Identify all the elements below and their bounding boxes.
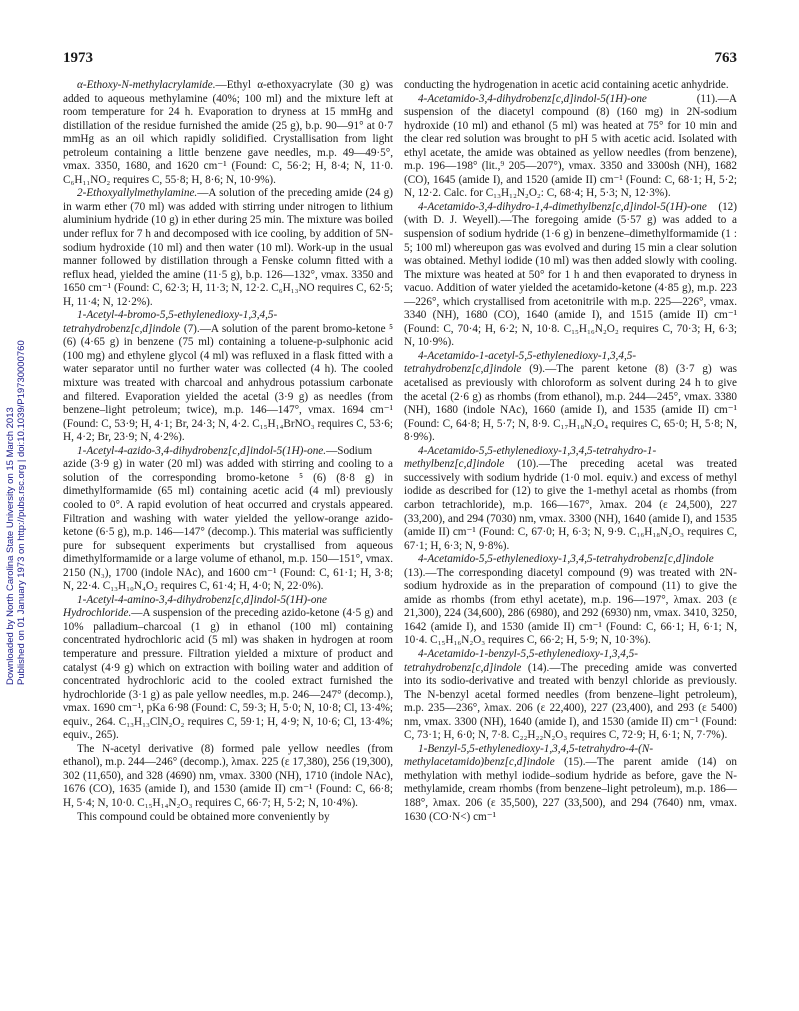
paragraph [404,79,737,93]
paragraph [63,594,393,743]
compound-title: 1-Acetyl-4-azido-3,4-dihydrobenz[c,d]indol-5(1H)-one. [77,444,327,457]
compound-title: α-Ethoxy-N-methylacrylamide. [77,79,216,91]
download-notice: Downloaded by North Carolina State University on 15 March 2013 [5,407,16,685]
paragraph-text: —A solution of the preceding amide (24 g) in warm ether (70 ml) was added with stirring under nitrogen to lithium aluminium hydride (10 g) in ether during 25 min. The mixture was boiled under reflux for 7 h and decomposed with ice cooling, by addition of 5N-sodium hydroxide (10 ml) and then water (10 ml). Work-up in the usual manner followed by distillation through a Fenske column fitted with a reflux head, yielded the amine (11·5 g), b.p. 126—132°, νmax. 3350 and 1650 cm⁻¹ (Found: C, 62·3; H, 11·3; N, 12·2. C₆H₁₃NO requires C, 62·5; H, 11·4; N, 12·2%). [63,187,393,308]
right-column [404,79,737,824]
paragraph-text: (11).—A suspension of the diacetyl compound (8) (160 mg) in 2N-sodium hydroxide (10 ml) and ethanol (5 ml) was heated at 75° for 10 min and the clear red solution was brought to pH 5 with acetic acid. Isolated with ethyl acetate, the amide was obtained as yellow needles (from benzene), m.p. 196—198° (lit.,⁹ 205—207°), νmax. 3350 and 3300sh (NH), 1682 (CO), 1645 (amide I), and 1520 (amide II) cm⁻¹ (Found: C, 68·1; H, 5·2; N, 12·2. Calc. for C₁₃H₁₂N₂O₂: C, 68·4; H, 5·3; N, 12·3%). [404,92,737,200]
paragraph-text: The N-acetyl derivative (8) formed pale yellow needles (from ethanol), m.p. 244—246° (decomp.), λmax. 225 (ε 17,380), 256 (19,300), 302 (11,650), and 328 (4690) nm, νmax. 3300 (NH), 1710 (indole NAc), 1676 (CO), 1635 (amide I), and 1530 (amide II) cm⁻¹ (Found: C, 66·8; H, 5·4; N, 10·0. C₁₅H₁₄N₂O₃ requires C, 66·7; H, 5·2; N, 10·4%). [63,742,393,809]
paragraph-text: —Ethyl α-ethoxyacrylate (30 g) was added to aqueous methylamine (40%; 100 ml) and the mixture left at room temperature for 24 h. Evaporation to dryness at 15 mmHg and distillation of the residue furnished the amide (25 g), b.p. 90—91° at 0·7 mmHg as an oil which rapidly solidified. Crystallisation from light petroleum containing a little benzene gave needles, m.p. 49—49·5°, νmax. 3350, 1680, and 1620 cm⁻¹ (Found: C, 56·2; H, 8·4; N, 11·0. C₆H₁₁NO₂ requires C, 55·8; H, 8·6; N, 10·9%). [63,79,393,186]
paragraph-text: (9).—The parent ketone (8) (3·7 g) was acetalised as previously with chloroform as solvent during 24 h to give the acetal (2·6 g) as rhombs (from ethanol), m.p. 244—245°, νmax. 3380 (NH), 1680 (indole NAc), 1660 (amide I), and 1535 (amide II) cm⁻¹ (Found: C, 64·8; H, 5·7; N, 8·9. C₁₇H₁₈N₂O₄ requires C, 65·0; H, 5·8; N, 8·9%). [404,363,737,444]
paragraph-text: (12) (with D. J. Weyell).—The foregoing amide (5·57 g) was added to a suspension of sodium hydride (1·6 g) in benzene–dimethylformamide (1 : 5; 100 ml) whereupon gas was evolved and during 15 min a clear solution was obtained. Methyl iodide (10 ml) was then added slowly with cooling. The mixture was heated at 50° for 1 h and then evaporated to dryness in vacuo. Addition of water yielded the acetamido-ketone (4·85 g), m.p. 223—226°, which crystallised from acetonitrile with m.p. 225—226°, νmax. 3340 (NH), 1680 (CO), 1640 (amide I), and 1515 (amide II) cm⁻¹ (Found: C, 70·4; H, 6·2; N, 10·8. C₁₅H₁₆N₂O₂ requires C, 70·3; H, 6·3; N, 10·9%). [404,200,737,349]
paragraph [404,553,737,648]
paragraph-text: —A suspension of the preceding azido-ketone (4·5 g) and 10% palladium–charcoal (1 g) in ethanol (100 ml) containing concentrated hydrochloric acid (5 ml) was shaken in hydrogen at room temperature and pressure. Filtration yielded a mixture of product and catalyst (4·9 g) which on extraction with boiling water and addition of concentrated hydrochloric acid to the cooled extract furnished the hydrochloride (3·1 g) as pale yellow needles, m.p. 246—247° (decomp.), νmax. 1690 cm⁻¹, pKa 6·98 (Found: C, 59·3; H, 5·0; N, 10·8; Cl, 13·4%; equiv., 264. C₁₃H₁₃ClN₂O₂ requires C, 59·1; H, 4·9; N, 10·6; Cl, 13·4%; equiv., 265). [63,607,393,742]
paragraph [63,743,393,811]
paragraph [63,79,393,187]
paragraph-text: (10).—The preceding acetal was treated successively with sodium hydride (1·0 mol. equiv.) and excess of methyl iodide as described for (12) to give the 1-methyl acetal as rhombs (from carbon tetrachloride), m.p. 166—167°, λmax. 204 (ε 24,500), 227 (33,200), and 294 (7030) nm, νmax. 3300 (NH), 1640 (amide I), and 1535 (amide II) cm⁻¹ (Found: C, 67·0; H, 6·3; N, 9·9. C₁₆H₁₈N₂O₃ requires C, 67·1; H, 6·3; N, 9·8%). [404,458,737,552]
paragraph [404,350,737,445]
paragraph [404,93,737,201]
compound-title: 2-Ethoxyallylmethylamine. [77,187,198,200]
paragraph [63,811,393,825]
paragraph [63,187,393,309]
compound-title: 4-Acetamido-3,4-dihydro-1,4-dimethylbenz[c,d]indol-5(1H)-one [418,200,707,213]
paragraph [404,201,737,350]
page-number: 763 [714,50,737,66]
paragraph-text: This compound could be obtained more conveniently by [77,810,330,823]
paragraph [63,309,393,444]
compound-title: 1-Acetyl-4-amino-3,4-dihydrobenz[c,d]indol-5(1H)-one Hydrochloride. [63,593,327,620]
compound-title: 1-Benzyl-5,5-ethylenedioxy-1,3,4,5-tetrahydro-4-(N-methylacetamido)benz[c,d]indole [404,742,654,769]
paragraph-text: (7).—A solution of the parent bromo-ketone ⁵ (6) (4·65 g) in benzene (75 ml) containing a toluene-p-sulphonic acid (100 mg) and ethylene glycol (4 ml) was refluxed in a flask fitted with a water separator until no further water was collected (4 h). The cooled mixture was treated with charcoal and anhydrous potassium carbonate and filtered. Evaporation yielded the acetal (3·9 g) as needles (from benzene–light petroleum; twice), m.p. 146—147°, νmax. 1694 cm⁻¹ (Found: C, 53·9; H, 4·1; Br, 24·3; N, 4·2. C₁₅H₁₄BrNO₃ requires C, 53·6; H, 4·2; Br, 23·9; N, 4·2%). [63,322,393,444]
paragraph [404,648,737,743]
compound-title: 4-Acetamido-1-acetyl-5,5-ethylenedioxy-1,3,4,5-tetrahydrobenz[c,d]indole [404,349,637,376]
paragraph [404,445,737,553]
compound-title: 4-Acetamido-1-benzyl-5,5-ethylenedioxy-1,3,4,5-tetrahydrobenz[c,d]indole [404,647,638,674]
page-year: 1973 [63,50,93,66]
publication-notice[interactable]: Published on 01 January 1973 on http://pubs.rsc.org | doi:10.1039/P19730000760 [16,340,27,685]
paragraph-text: (14).—The preceding amide was converted into its sodio-derivative and treated with benzyl chloride as previously. The N-benzyl acetal formed needles (from benzene–light petroleum), m.p. 235—236°, λmax. 206 (ε 22,400), 227 (23,400), and 293 (ε 5400) nm, νmax. 3300 (NH), 1640 (amide I), and 1530 (amide II) cm⁻¹ (Found: C, 73·1; H, 6·0; N, 7·8. C₂₂H₂₂N₂O₃ requires C, 72·9; H, 6·1; N, 7·7%). [404,661,737,742]
left-column [63,79,393,824]
paragraph [63,445,393,594]
compound-title: 4-Acetamido-3,4-dihydrobenz[c,d]indol-5(1H)-one [418,92,647,105]
paragraph-text: (13).—The corresponding diacetyl compound (9) was treated with 2N-sodium hydroxide as in the preparation of compound (11) to give the amide as rhombs (from ethyl acetate), m.p. 196—197°, λmax. 203 (ε 21,300), 224 (34,600), 286 (6980), and 292 (6930) nm, νmax. 3410, 3250, 1642 (amide I), and 1530 (amide II) cm⁻¹ (Found: C, 66·1; H, 6·1; N, 10·4. C₁₅H₁₆N₂O₃ requires C, 66·2; H, 5·9; N, 10·3%). [404,566,737,647]
paragraph-text: conducting the hydrogenation in acetic acid containing acetic anhydride. [404,79,729,91]
compound-title: 4-Acetamido-5,5-ethylenedioxy-1,3,4,5-tetrahydro-1-methylbenz[c,d]indole [404,444,657,471]
paragraph-text: (15).—The parent amide (14) on methylation with methyl iodide–sodium hydride as before, gave the N-methylamide, cream rhombs (from benzene–light petroleum), m.p. 186—188°, λmax. 206 (ε 35,500), 227 (33,500), and 294 (7640) nm, νmax. 1630 (CO·N<) cm⁻¹ [404,756,737,823]
compound-title: 1-Acetyl-4-bromo-5,5-ethylenedioxy-1,3,4,5-tetrahydrobenz[c,d]indole [63,309,278,335]
paragraph-text: —Sodium azide (3·9 g) in water (20 ml) was added with stirring and cooling to a solution of the corresponding bromo-ketone ⁵ (6) (8·8 g) in dimethylformamide (65 ml) containing acetic acid (4 ml) previously cooled to 0°. A rapid evolution of heat occurred and crystals appeared. Filtration and washing with water yielded the yellow-orange azido-ketone (6·5 g), m.p. 146—147° (decomp.). This material was sufficiently pure for subsequent experiments but crystallised from aqueous dimethylformamide or a large volume of ethanol, m.p. 150—151°, νmax. 2150 (N₃), 1700 (indole NAc), and 1600 cm⁻¹ (Found: C, 61·1; H, 3·8; N, 22·4. C₁₃H₁₀N₄O₂ requires C, 61·4; H, 4·0; N, 22·0%). [63,444,393,593]
compound-title: 4-Acetamido-5,5-ethylenedioxy-1,3,4,5-tetrahydrobenz[c,d]indole [418,553,714,566]
paragraph [404,743,737,824]
